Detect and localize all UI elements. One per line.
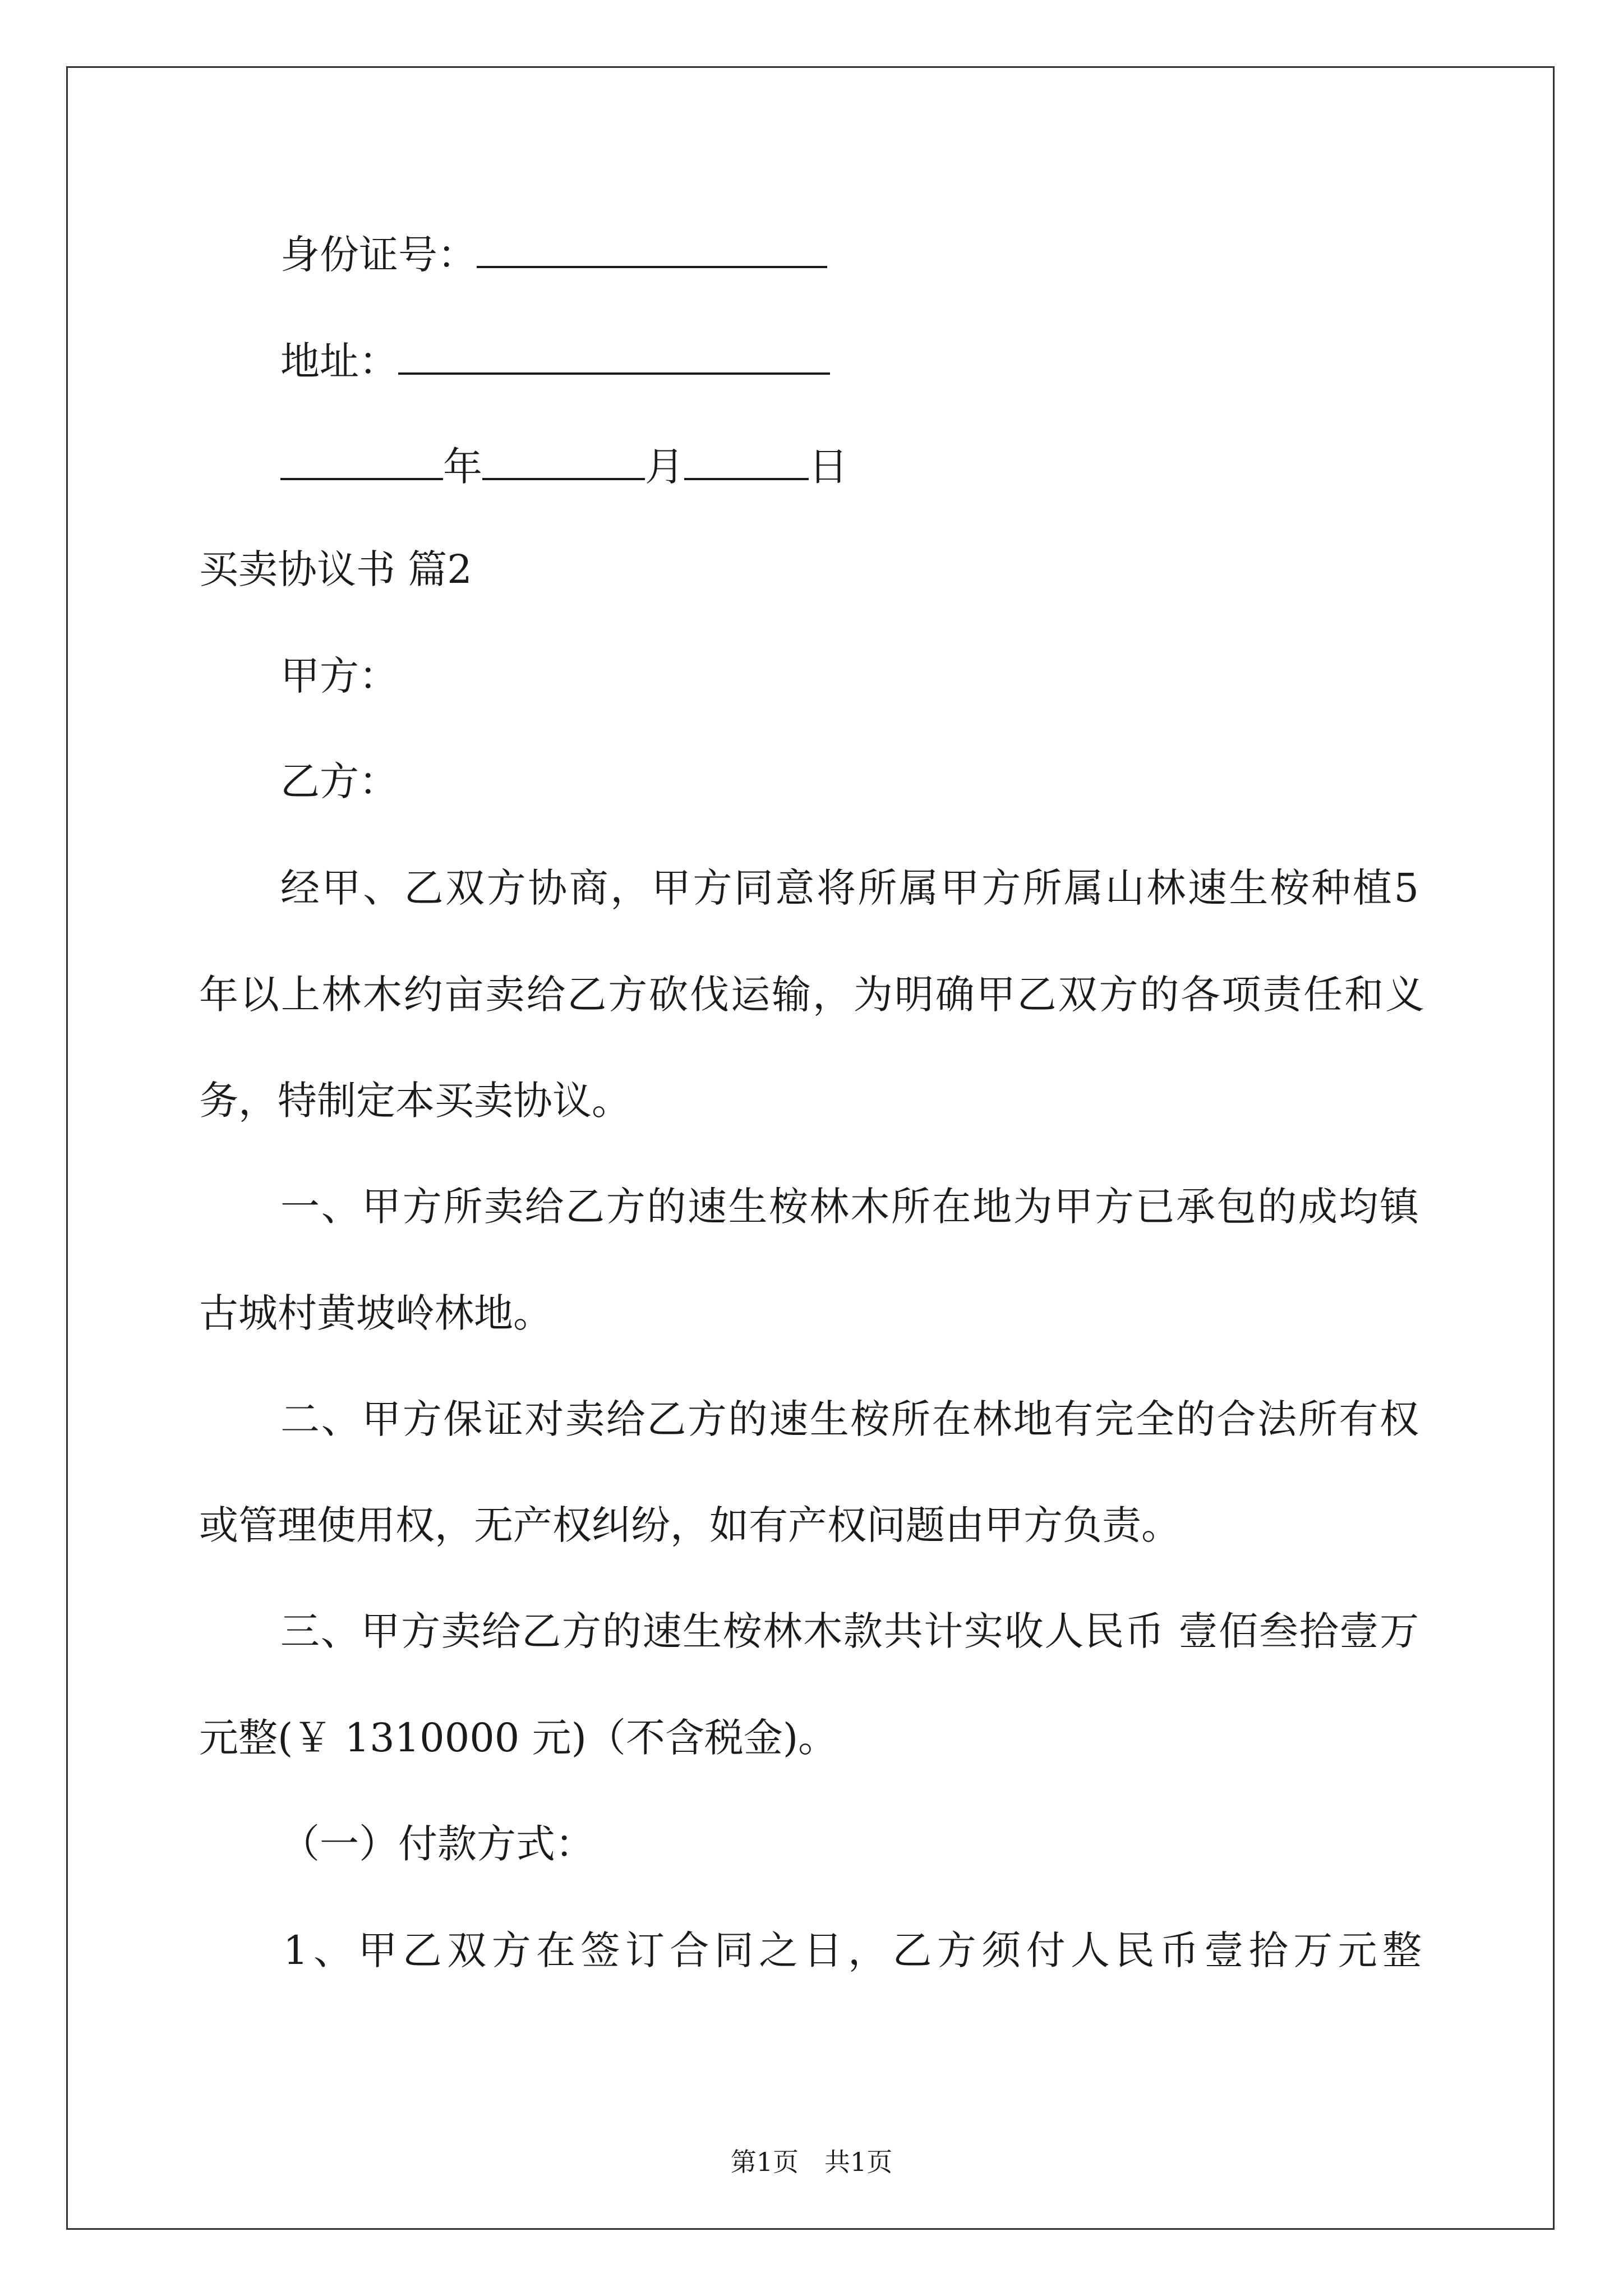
intro-line-1: 经甲、乙双方协商，甲方同意将所属甲方所属山林速生桉种植5 xyxy=(280,865,1419,911)
intro-line-3: 务，特制定本买卖协议。 xyxy=(199,1078,631,1124)
clause2-line-2: 或管理使用权，无产权纠纷，如有产权问题由甲方负责。 xyxy=(199,1502,1181,1548)
day-blank xyxy=(684,443,809,480)
page-border xyxy=(66,66,1555,2230)
payment-item-1: 1、甲乙双方在签订合同之日，乙方须付人民币壹拾万元整 xyxy=(283,1927,1422,1973)
address-label: 地址： xyxy=(280,338,398,384)
clause3-line-2: 元整(￥ 1310000 元)（不含税金)。 xyxy=(199,1715,838,1761)
id-number-label: 身份证号： xyxy=(280,232,477,278)
id-number-line xyxy=(280,231,827,278)
clause1-line-2: 古城村黄坡岭林地。 xyxy=(199,1290,552,1336)
month-blank xyxy=(482,443,645,480)
intro-line-2: 年以上林木约亩卖给乙方砍伐运输，为明确甲乙双方的各项责任和义 xyxy=(199,972,1424,1018)
year-label: 年 xyxy=(443,444,482,490)
party-b-label: 乙方： xyxy=(280,758,398,804)
year-blank xyxy=(280,443,443,480)
party-a-label: 甲方： xyxy=(280,653,398,699)
clause1-line-1: 一、甲方所卖给乙方的速生桉林木所在地为甲方已承包的成均镇 xyxy=(280,1184,1419,1230)
date-line xyxy=(280,443,848,490)
clause3-line-1: 三、甲方卖给乙方的速生桉林木款共计实收人民币 壹佰叁拾壹万 xyxy=(280,1608,1419,1654)
address-blank xyxy=(398,338,830,375)
id-number-blank xyxy=(477,231,827,268)
address-line xyxy=(280,338,830,384)
month-label: 月 xyxy=(645,444,684,490)
section-heading: 买卖协议书 篇2 xyxy=(199,546,472,592)
payment-heading: （一）付款方式： xyxy=(280,1821,594,1867)
clause2-line-1: 二、甲方保证对卖给乙方的速生桉所在林地有完全的合法所有权 xyxy=(280,1396,1419,1442)
day-label: 日 xyxy=(809,444,848,490)
page-footer: 第1页 共1页 xyxy=(730,2147,893,2177)
